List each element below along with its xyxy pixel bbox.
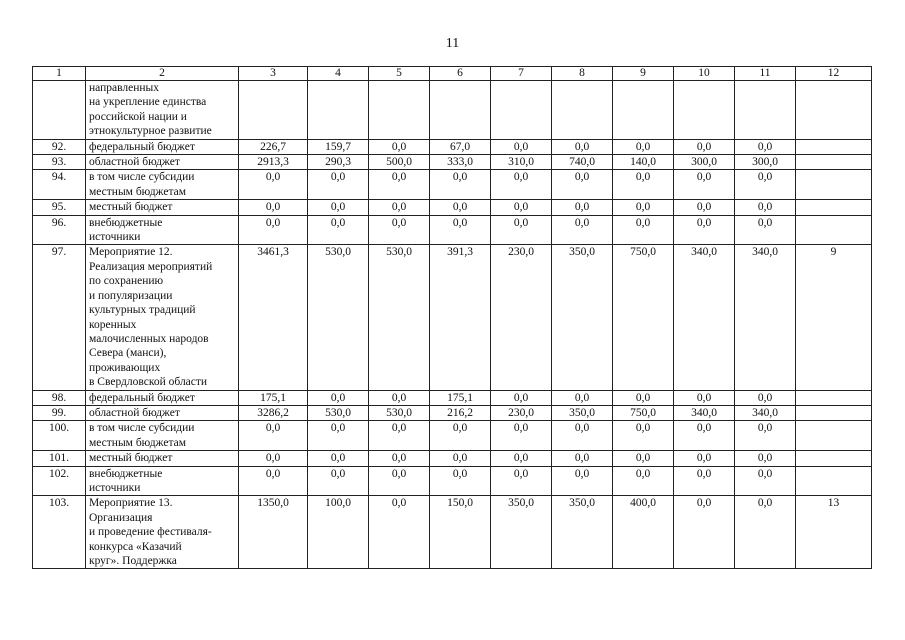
value-cell: 2913,3 bbox=[239, 155, 308, 170]
row-number-cell: 101. bbox=[33, 451, 86, 466]
value-cell: 310,0 bbox=[491, 155, 552, 170]
description-line: и проведение фестиваля- bbox=[89, 526, 212, 539]
description-cell bbox=[86, 155, 239, 170]
value-cell: 0,0 bbox=[308, 170, 369, 200]
empty-cell bbox=[674, 81, 735, 140]
value-cell: 230,0 bbox=[491, 405, 552, 420]
value-cell: 0,0 bbox=[308, 421, 369, 451]
row-number-cell: 96. bbox=[33, 215, 86, 245]
empty-cell bbox=[491, 81, 552, 140]
description-line: Реализация мероприятий bbox=[89, 260, 213, 273]
description-line: конкурса «Казачий bbox=[89, 540, 182, 553]
row-number-cell: 103. bbox=[33, 496, 86, 569]
description-cell bbox=[86, 405, 239, 420]
value-cell: 216,2 bbox=[430, 405, 491, 420]
description-cell bbox=[86, 81, 239, 140]
description-line: направленных bbox=[89, 82, 160, 94]
description-cell bbox=[86, 451, 239, 466]
description-line: российской нации и bbox=[89, 110, 187, 123]
value-cell: 0,0 bbox=[552, 200, 613, 215]
value-cell: 0,0 bbox=[735, 466, 796, 496]
value-cell: 3461,3 bbox=[239, 245, 308, 390]
header-cell: 12 bbox=[796, 67, 872, 81]
empty-cell bbox=[239, 81, 308, 140]
value-cell: 0,0 bbox=[239, 451, 308, 466]
header-cell: 5 bbox=[369, 67, 430, 81]
table-row bbox=[33, 496, 872, 569]
value-cell: 0,0 bbox=[735, 421, 796, 451]
value-cell: 0,0 bbox=[308, 200, 369, 215]
value-cell: 0,0 bbox=[735, 170, 796, 200]
empty-cell bbox=[552, 81, 613, 140]
description-line: Мероприятие 12. bbox=[89, 246, 173, 259]
value-cell: 0,0 bbox=[239, 215, 308, 245]
value-cell: 350,0 bbox=[552, 496, 613, 569]
table-row bbox=[33, 466, 872, 496]
value-cell: 0,0 bbox=[491, 139, 552, 154]
value-cell: 0,0 bbox=[674, 139, 735, 154]
table-row bbox=[33, 390, 872, 405]
description-line: круг». Поддержка bbox=[89, 555, 177, 567]
description-line: местным бюджетам bbox=[89, 185, 186, 198]
header-cell: 9 bbox=[613, 67, 674, 81]
value-cell: 500,0 bbox=[369, 155, 430, 170]
row-number-cell bbox=[33, 81, 86, 140]
table-row bbox=[33, 139, 872, 154]
value-cell: 0,0 bbox=[308, 451, 369, 466]
value-cell: 0,0 bbox=[735, 390, 796, 405]
value-cell: 0,0 bbox=[674, 421, 735, 451]
note-cell bbox=[796, 466, 872, 496]
table-body bbox=[33, 81, 872, 569]
value-cell: 340,0 bbox=[674, 405, 735, 420]
value-cell: 0,0 bbox=[552, 390, 613, 405]
header-cell: 10 bbox=[674, 67, 735, 81]
description-line: источники bbox=[89, 481, 141, 494]
value-cell: 0,0 bbox=[369, 139, 430, 154]
header-cell: 8 bbox=[552, 67, 613, 81]
row-number-cell: 100. bbox=[33, 421, 86, 451]
value-cell: 0,0 bbox=[674, 466, 735, 496]
header-cell: 4 bbox=[308, 67, 369, 81]
row-number-cell: 92. bbox=[33, 139, 86, 154]
value-cell: 300,0 bbox=[735, 155, 796, 170]
empty-cell bbox=[369, 81, 430, 140]
row-number-cell: 93. bbox=[33, 155, 86, 170]
description-line: областной бюджет bbox=[89, 406, 180, 419]
description-line: федеральный бюджет bbox=[89, 140, 195, 153]
value-cell: 100,0 bbox=[308, 496, 369, 569]
description-line: этнокультурное развитие bbox=[89, 125, 212, 138]
value-cell: 0,0 bbox=[430, 170, 491, 200]
value-cell: 175,1 bbox=[239, 390, 308, 405]
value-cell: 0,0 bbox=[674, 451, 735, 466]
value-cell: 0,0 bbox=[552, 421, 613, 451]
value-cell: 0,0 bbox=[735, 215, 796, 245]
value-cell: 0,0 bbox=[735, 451, 796, 466]
note-cell: 9 bbox=[796, 245, 872, 390]
table-row bbox=[33, 405, 872, 420]
description-cell bbox=[86, 421, 239, 451]
value-cell: 0,0 bbox=[552, 170, 613, 200]
value-cell: 3286,2 bbox=[239, 405, 308, 420]
value-cell: 0,0 bbox=[613, 421, 674, 451]
value-cell: 0,0 bbox=[613, 451, 674, 466]
value-cell: 0,0 bbox=[369, 390, 430, 405]
description-cell bbox=[86, 390, 239, 405]
value-cell: 340,0 bbox=[735, 245, 796, 390]
value-cell: 0,0 bbox=[369, 466, 430, 496]
value-cell: 0,0 bbox=[239, 466, 308, 496]
table-row bbox=[33, 215, 872, 245]
note-cell: 13 bbox=[796, 496, 872, 569]
value-cell: 0,0 bbox=[308, 390, 369, 405]
value-cell: 0,0 bbox=[308, 215, 369, 245]
value-cell: 1350,0 bbox=[239, 496, 308, 569]
description-line: местный бюджет bbox=[89, 201, 173, 214]
value-cell: 0,0 bbox=[369, 496, 430, 569]
value-cell: 0,0 bbox=[674, 200, 735, 215]
description-line: коренных bbox=[89, 318, 137, 331]
note-cell bbox=[796, 390, 872, 405]
description-line: малочисленных народов bbox=[89, 332, 209, 345]
empty-cell bbox=[308, 81, 369, 140]
value-cell: 750,0 bbox=[613, 405, 674, 420]
value-cell: 0,0 bbox=[308, 466, 369, 496]
value-cell: 391,3 bbox=[430, 245, 491, 390]
value-cell: 0,0 bbox=[491, 451, 552, 466]
value-cell: 0,0 bbox=[674, 215, 735, 245]
empty-cell bbox=[735, 81, 796, 140]
value-cell: 0,0 bbox=[613, 200, 674, 215]
description-line: областной бюджет bbox=[89, 156, 180, 169]
value-cell: 290,3 bbox=[308, 155, 369, 170]
note-cell bbox=[796, 215, 872, 245]
description-line: Организация bbox=[89, 511, 153, 524]
note-cell bbox=[796, 170, 872, 200]
description-line: Мероприятие 13. bbox=[89, 497, 173, 510]
description-cell bbox=[86, 496, 239, 569]
value-cell: 0,0 bbox=[491, 390, 552, 405]
table-row bbox=[33, 245, 872, 390]
value-cell: 0,0 bbox=[735, 200, 796, 215]
value-cell: 0,0 bbox=[369, 215, 430, 245]
description-line: и популяризации bbox=[89, 289, 173, 302]
value-cell: 0,0 bbox=[430, 466, 491, 496]
note-cell bbox=[796, 200, 872, 215]
value-cell: 0,0 bbox=[239, 170, 308, 200]
value-cell: 530,0 bbox=[308, 245, 369, 390]
value-cell: 350,0 bbox=[552, 405, 613, 420]
description-line: Севера (манси), bbox=[89, 347, 167, 360]
table-row bbox=[33, 421, 872, 451]
description-line: внебюджетные bbox=[89, 216, 163, 229]
header-cell: 2 bbox=[86, 67, 239, 81]
value-cell: 0,0 bbox=[674, 170, 735, 200]
value-cell: 0,0 bbox=[369, 170, 430, 200]
row-number-cell: 99. bbox=[33, 405, 86, 420]
value-cell: 530,0 bbox=[369, 405, 430, 420]
budget-table bbox=[32, 66, 872, 569]
value-cell: 750,0 bbox=[613, 245, 674, 390]
description-line: местным бюджетам bbox=[89, 436, 186, 449]
value-cell: 0,0 bbox=[613, 215, 674, 245]
value-cell: 0,0 bbox=[735, 496, 796, 569]
description-line: проживающих bbox=[89, 361, 161, 374]
description-line: в Свердловской области bbox=[89, 376, 208, 389]
value-cell: 0,0 bbox=[369, 451, 430, 466]
description-line: федеральный бюджет bbox=[89, 391, 195, 404]
value-cell: 740,0 bbox=[552, 155, 613, 170]
description-cell bbox=[86, 466, 239, 496]
note-cell bbox=[796, 451, 872, 466]
value-cell: 226,7 bbox=[239, 139, 308, 154]
table-row bbox=[33, 451, 872, 466]
empty-cell bbox=[613, 81, 674, 140]
value-cell: 0,0 bbox=[552, 215, 613, 245]
header-cell: 11 bbox=[735, 67, 796, 81]
header-cell: 6 bbox=[430, 67, 491, 81]
value-cell: 0,0 bbox=[430, 421, 491, 451]
table-row bbox=[33, 200, 872, 215]
value-cell: 0,0 bbox=[735, 139, 796, 154]
value-cell: 159,7 bbox=[308, 139, 369, 154]
value-cell: 0,0 bbox=[430, 215, 491, 245]
value-cell: 350,0 bbox=[552, 245, 613, 390]
value-cell: 0,0 bbox=[552, 466, 613, 496]
value-cell: 0,0 bbox=[613, 466, 674, 496]
value-cell: 0,0 bbox=[239, 200, 308, 215]
table-row bbox=[33, 170, 872, 200]
table-header bbox=[33, 67, 872, 81]
value-cell: 400,0 bbox=[613, 496, 674, 569]
value-cell: 0,0 bbox=[552, 139, 613, 154]
value-cell: 0,0 bbox=[491, 170, 552, 200]
value-cell: 150,0 bbox=[430, 496, 491, 569]
row-number-cell: 97. bbox=[33, 245, 86, 390]
value-cell: 0,0 bbox=[674, 496, 735, 569]
note-cell bbox=[796, 405, 872, 420]
row-number-cell: 98. bbox=[33, 390, 86, 405]
description-line: в том числе субсидии bbox=[89, 422, 195, 435]
header-cell: 1 bbox=[33, 67, 86, 81]
value-cell: 0,0 bbox=[491, 466, 552, 496]
page-number: 11 bbox=[445, 36, 460, 51]
value-cell: 0,0 bbox=[491, 215, 552, 245]
description-line: внебюджетные bbox=[89, 467, 163, 480]
description-line: по сохранению bbox=[89, 275, 164, 288]
description-cell bbox=[86, 200, 239, 215]
note-cell bbox=[796, 139, 872, 154]
table-row bbox=[33, 155, 872, 170]
value-cell: 0,0 bbox=[613, 139, 674, 154]
value-cell: 0,0 bbox=[239, 421, 308, 451]
value-cell: 0,0 bbox=[552, 451, 613, 466]
value-cell: 0,0 bbox=[491, 200, 552, 215]
description-line: в том числе субсидии bbox=[89, 171, 195, 184]
value-cell: 340,0 bbox=[735, 405, 796, 420]
value-cell: 0,0 bbox=[430, 451, 491, 466]
value-cell: 340,0 bbox=[674, 245, 735, 390]
row-number-cell: 102. bbox=[33, 466, 86, 496]
value-cell: 530,0 bbox=[308, 405, 369, 420]
value-cell: 530,0 bbox=[369, 245, 430, 390]
description-cell bbox=[86, 215, 239, 245]
value-cell: 300,0 bbox=[674, 155, 735, 170]
value-cell: 140,0 bbox=[613, 155, 674, 170]
empty-cell bbox=[430, 81, 491, 140]
description-cell bbox=[86, 245, 239, 390]
table-row-continuation bbox=[33, 81, 872, 140]
value-cell: 0,0 bbox=[613, 170, 674, 200]
description-line: на укрепление единства bbox=[89, 96, 207, 109]
value-cell: 0,0 bbox=[674, 390, 735, 405]
value-cell: 0,0 bbox=[613, 390, 674, 405]
value-cell: 67,0 bbox=[430, 139, 491, 154]
value-cell: 0,0 bbox=[491, 421, 552, 451]
description-line: культурных традиций bbox=[89, 304, 196, 317]
note-cell bbox=[796, 155, 872, 170]
note-cell bbox=[796, 421, 872, 451]
value-cell: 350,0 bbox=[491, 496, 552, 569]
description-line: источники bbox=[89, 231, 141, 244]
value-cell: 0,0 bbox=[369, 421, 430, 451]
description-line: местный бюджет bbox=[89, 452, 173, 465]
description-cell bbox=[86, 170, 239, 200]
value-cell: 333,0 bbox=[430, 155, 491, 170]
value-cell: 0,0 bbox=[369, 200, 430, 215]
description-cell bbox=[86, 139, 239, 154]
value-cell: 175,1 bbox=[430, 390, 491, 405]
row-number-cell: 94. bbox=[33, 170, 86, 200]
header-cell: 3 bbox=[239, 67, 308, 81]
empty-cell bbox=[796, 81, 872, 140]
value-cell: 230,0 bbox=[491, 245, 552, 390]
header-cell: 7 bbox=[491, 67, 552, 81]
header-row bbox=[33, 67, 872, 81]
value-cell: 0,0 bbox=[430, 200, 491, 215]
row-number-cell: 95. bbox=[33, 200, 86, 215]
